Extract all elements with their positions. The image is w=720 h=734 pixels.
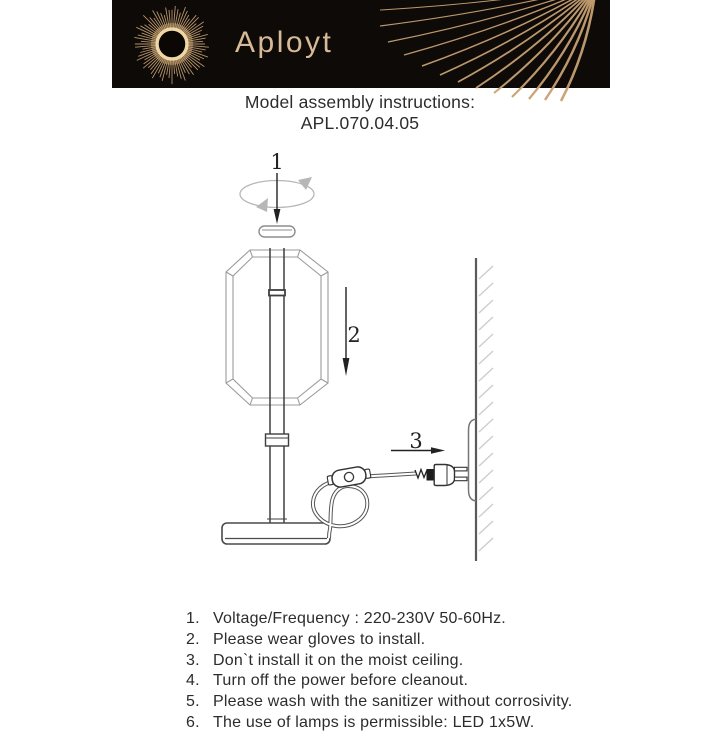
page-title: Model assembly instructions: (244, 92, 476, 112)
item-text: The use of lamps is permissible: LED 1x5W. (213, 713, 535, 731)
item-text: Voltage/Frequency : 220-230V 50-60Hz. (213, 610, 506, 627)
item-number: 1. (186, 610, 200, 627)
item-number: 3. (186, 651, 200, 669)
plug-prong (455, 467, 468, 471)
rod-coupling (266, 434, 289, 446)
item-text: Don`t install it on the moist ceiling. (213, 651, 464, 669)
item-text: Please wear gloves to install. (213, 630, 426, 648)
finial-cap (259, 226, 295, 237)
item-text: Please wash with the sanitizer without corrosivity. (213, 693, 573, 711)
instructions-list (146, 609, 656, 734)
item-number: 4. (186, 672, 200, 690)
step3-right-arrow (391, 429, 445, 454)
item-text: Turn off the power before cleanout. (213, 672, 469, 690)
lamp-shade (226, 250, 328, 405)
step2-down-arrow (343, 287, 361, 376)
cord-switch (326, 465, 371, 489)
list-item (186, 713, 656, 734)
list-item (186, 630, 656, 651)
step1-rotate-arrow (240, 150, 314, 224)
step-2-label: 2 (347, 323, 361, 347)
step-3-label: 3 (409, 429, 423, 453)
power-plug (415, 465, 467, 486)
item-number: 5. (186, 693, 200, 711)
list-item (186, 651, 656, 672)
lamp-rod (266, 248, 289, 523)
step-1-label: 1 (270, 150, 284, 174)
wall (469, 258, 494, 561)
list-item (186, 671, 656, 692)
brand-name: Aployt (235, 26, 334, 59)
item-number: 2. (186, 630, 200, 648)
list-item (186, 692, 656, 713)
model-number: APL.070.04.05 (300, 113, 420, 133)
wall-socket (469, 419, 477, 501)
plug-prong (455, 477, 468, 481)
item-number: 6. (186, 713, 200, 731)
lamp-base (222, 523, 330, 544)
list-item (186, 609, 656, 630)
